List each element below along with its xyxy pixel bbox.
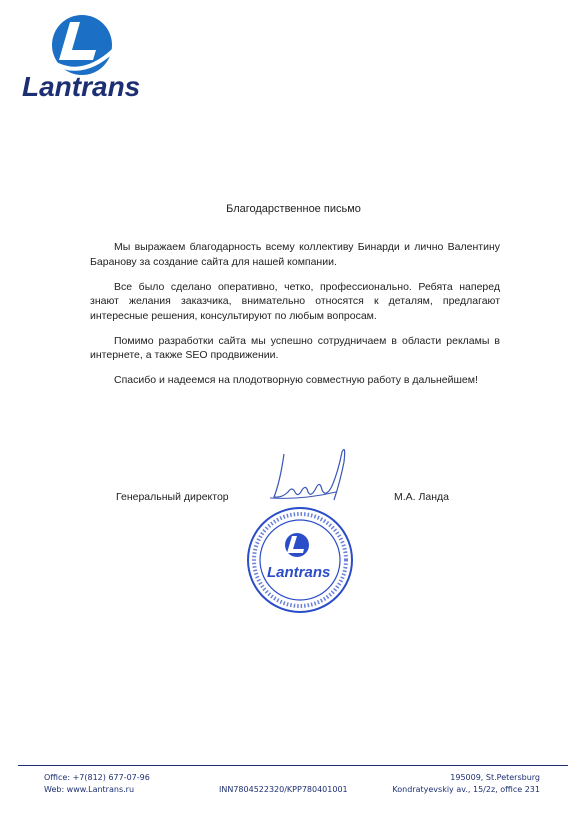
footer-address-line1: 195009, St.Petersburg [450,773,540,782]
svg-text:Lantrans: Lantrans [267,564,331,581]
footer-office: Office: +7(812) 677-07-96 [44,773,150,782]
letter-body [90,240,500,398]
footer-web: Web: www.Lantrans.ru [44,785,135,794]
footer-inn: INN7804522320/KPP780401001 [219,785,348,794]
svg-text:Lantrans: Lantrans [22,71,141,102]
footer-contacts [44,772,150,796]
paragraph-2: Все было сделано оперативно, четко, профессионально. Ребята наперед знают желания заказчика, внимательно относятся к деталям, предлагают интересные решения, консультируют по любым вопросам. [90,280,500,322]
paragraph-1: Мы выражаем благодарность всему коллективу Бинарди и лично Валентину Баранову за создание сайта для нашей компании. [90,241,500,268]
company-stamp [245,505,355,615]
paragraph-4: Спасибо и надеемся на плодотворную совместную работу в дальнейшем! [114,374,478,386]
signatory-name: М.А. Ланда [394,491,449,503]
paragraph-3: Помимо разработки сайта мы успешно сотрудничаем в области рекламы в интернете, а также SEO продвижении. [90,334,500,361]
footer-divider [18,765,568,766]
lantrans-logo [22,10,157,110]
footer-address [392,772,540,796]
signatory-role: Генеральный директор [116,491,229,503]
letter-title: Благодарственное письмо [226,203,361,215]
footer-address-line2: Kondratyevskiy av., 15/2z, office 231 [392,785,540,794]
